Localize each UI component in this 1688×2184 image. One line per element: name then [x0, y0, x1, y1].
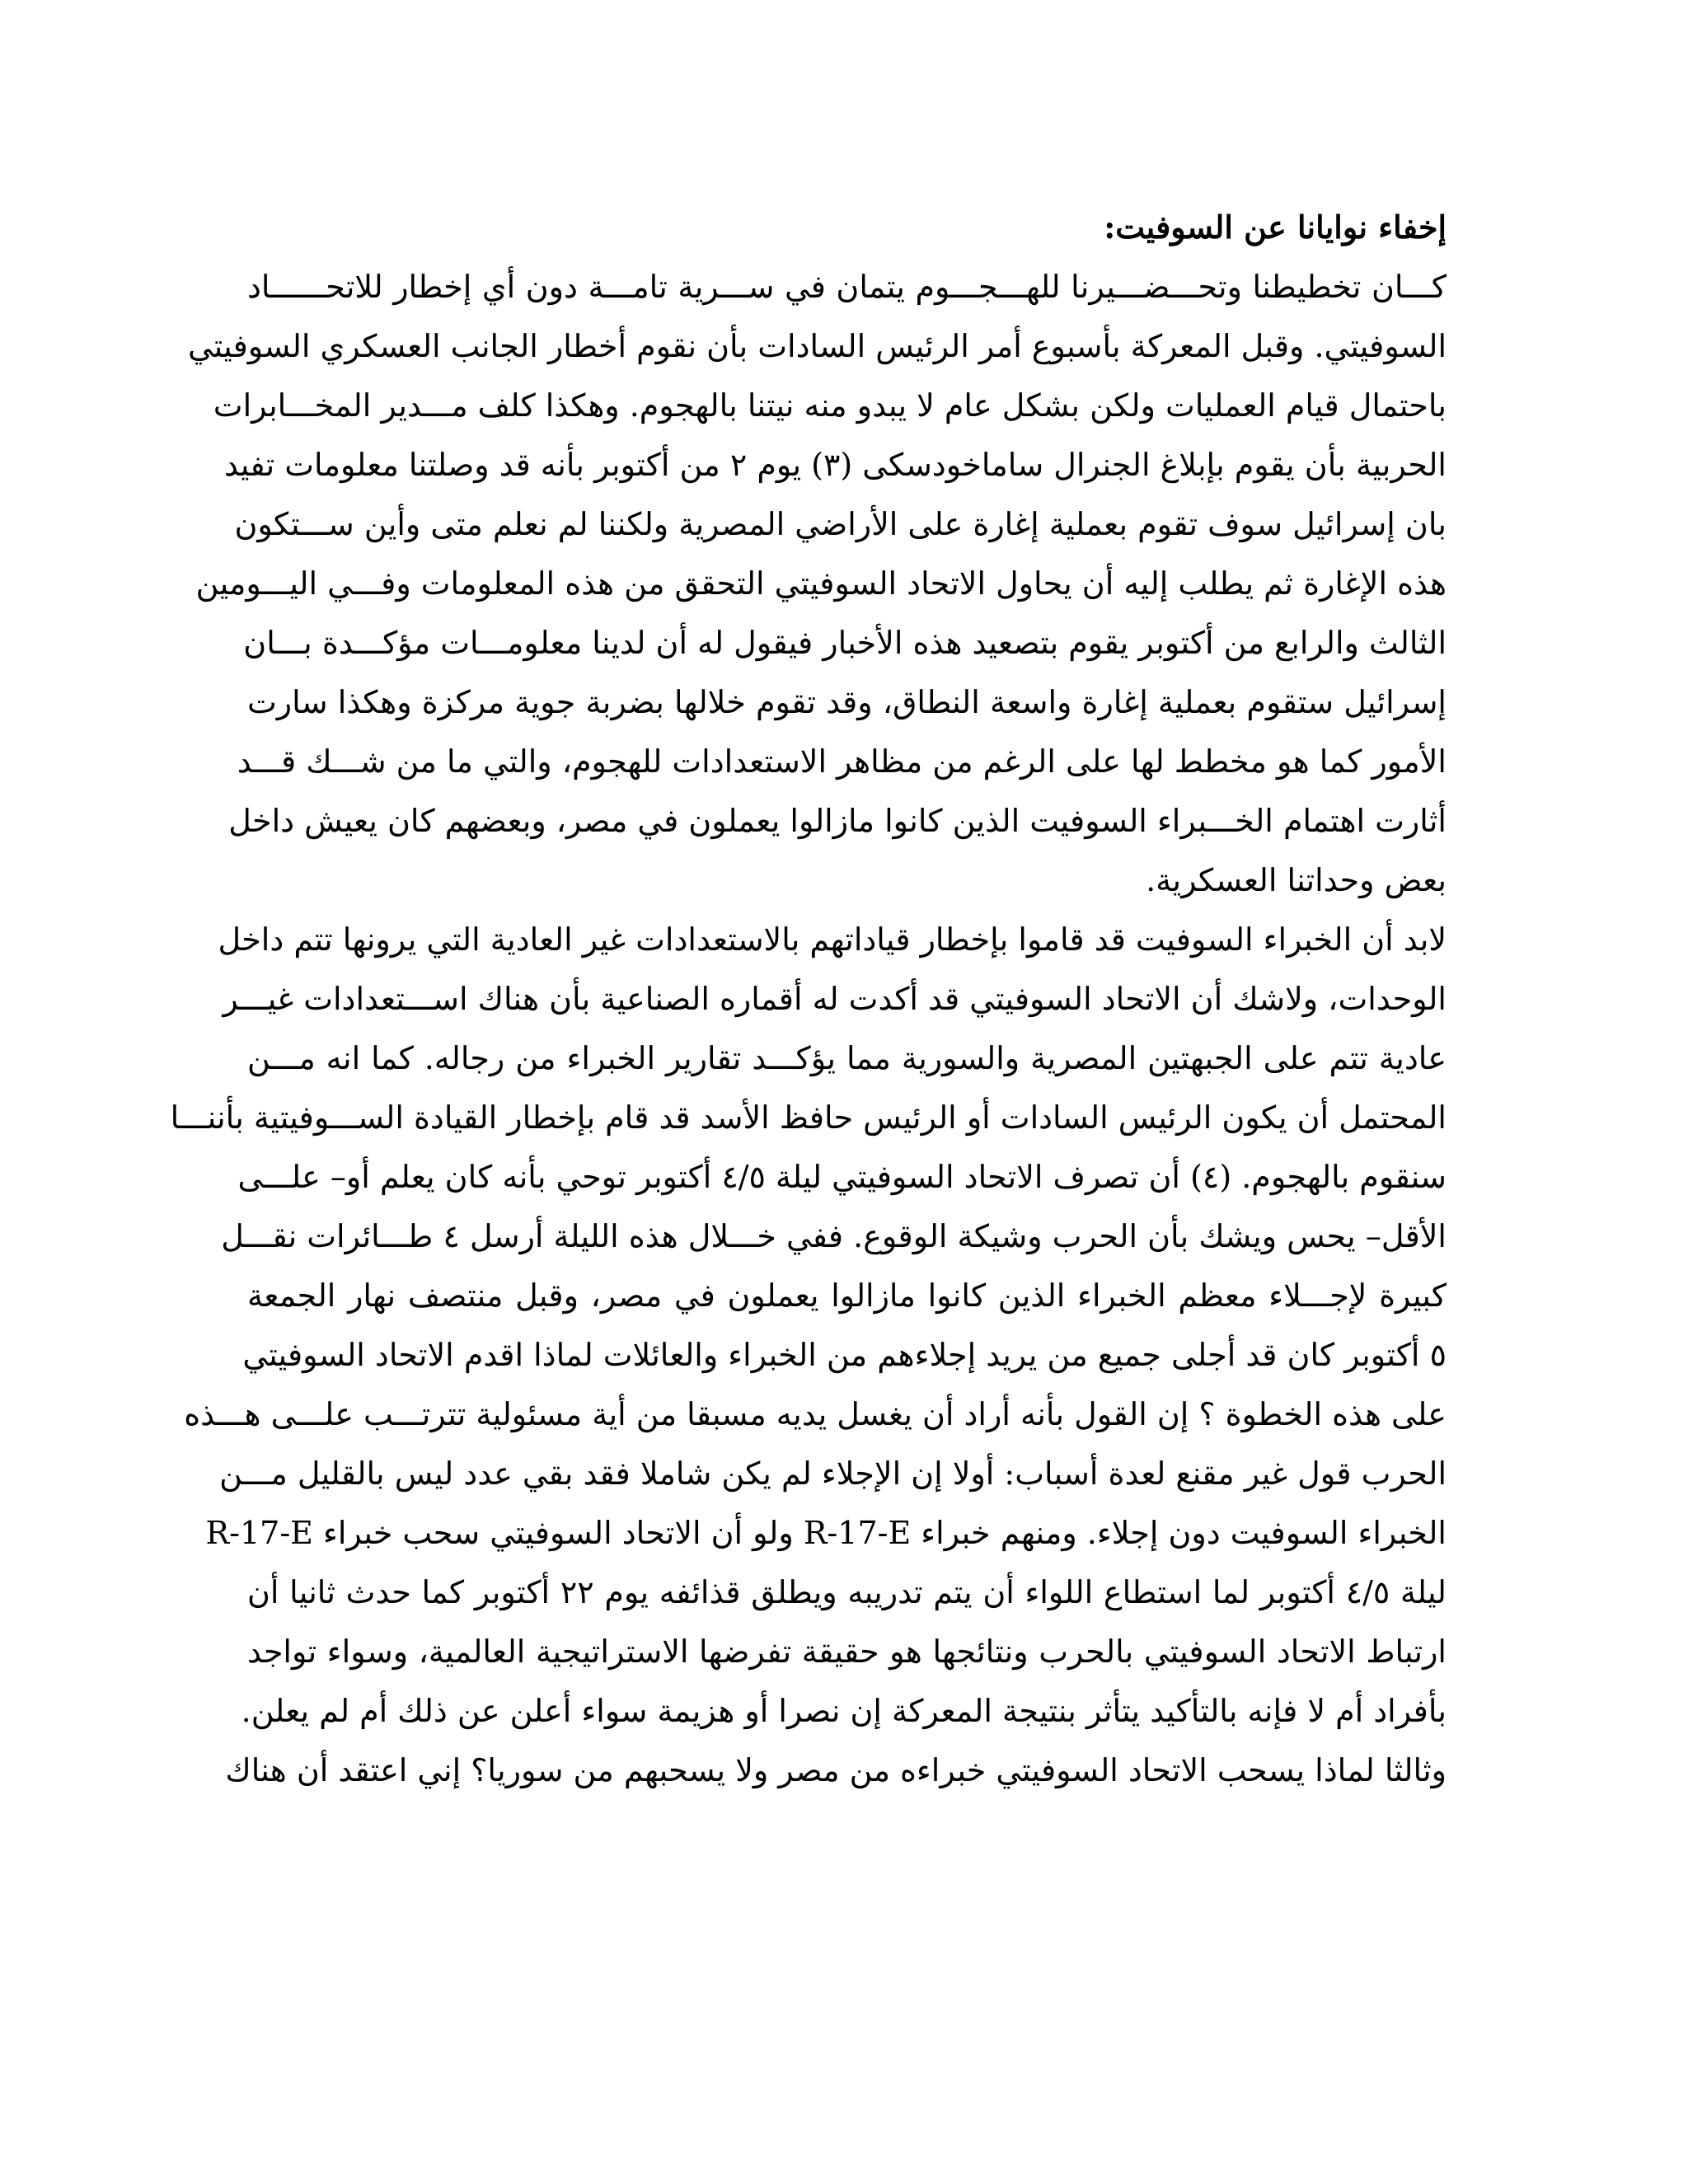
text-line: أثارت اهتمام الخـــبراء السوفيت الذين كانوا مازالوا يعملون في مصر، وبعضهم كان يعيش داخل	[228, 803, 1447, 839]
text-line: عادية تتم على الجبهتين المصرية والسورية مما يؤكـــد تقارير الخبراء من رجاله. كما انه مـــن	[247, 1040, 1447, 1076]
text-line: سنقوم بالهجوم. (٤) أن تصرف الاتحاد السوفيتي ليلة ٤/٥ أكتوبر توحي بأنه كان يعلم أو– علـــى	[237, 1159, 1447, 1195]
paragraph-2	[170, 910, 1447, 1800]
paragraph-1	[188, 257, 1447, 910]
text-line: كبيرة لإجـــلاء معظم الخبراء الذين كانوا مازالوا يعملون في مصر، وقبل منتصف نهار الجمعة	[247, 1277, 1447, 1314]
text-line: الحربية بأن يقوم بإبلاغ الجنرال ساماخودسكى (٣) يوم ٢ من أكتوبر بأنه قد وصلتنا معلومات تفيد	[223, 447, 1447, 483]
text-line: وثالثا لماذا يسحب الاتحاد السوفيتي خبراءه من مصر ولا يسحبهم من سوريا؟ إني اعتقد أن هناك	[225, 1752, 1447, 1788]
text-line: الحرب قول غير مقنع لعدة أسباب: أولا إن الإجلاء لم يكن شاملا فقد بقي عدد ليس بالقليل مـــن	[219, 1455, 1447, 1492]
text-line: هذه الإغارة ثم يطلب إليه أن يحاول الاتحاد السوفيتي التحقق من هذه المعلومات وفـــي اليـــومين	[195, 565, 1447, 602]
text-line: السوفيتي. وقبل المعركة بأسبوع أمر الرئيس السادات بأن نقوم أخطار الجانب العسكري السوفيتي	[188, 328, 1447, 364]
text-line: لابد أن الخبراء السوفيت قد قاموا بإخطار قياداتهم بالاستعدادات غير العادية التي يرونها تتم داخل	[218, 921, 1447, 958]
text-line: الوحدات، ولاشك أن الاتحاد السوفيتي قد أكدت له أقماره الصناعية بأن هناك اســـتعدادات غيـــر	[223, 981, 1447, 1017]
text-line: الأمور كما هو مخطط لها على الرغم من مظاهر الاستعدادات للهجوم، والتي ما من شـــك قـــد	[237, 743, 1447, 780]
article-body	[170, 198, 1447, 1800]
text-line: ارتباط الاتحاد السوفيتي بالحرب ونتائجها هو حقيقة تفرضها الاستراتيجية العالمية، وسواء تواجد	[247, 1633, 1447, 1670]
text-line: بان إسرائيل سوف تقوم بعملية إغارة على الأراضي المصرية ولكننا لم نعلم متى وأين ســـتكون	[234, 506, 1447, 542]
text-line: الخبراء السوفيت دون إجلاء. ومنهم خبراء R-17-E ولو أن الاتحاد السوفيتي سحب خبراء R-17-E	[205, 1515, 1447, 1551]
text-line: بأفراد أم لا فإنه بالتأكيد يتأثر بنتيجة المعركة إن نصرا أو هزيمة سواء أعلن عن ذلك أم لم يعلن.	[241, 1693, 1447, 1729]
text-line: بعض وحداتنا العسكرية.	[1146, 862, 1447, 898]
text-line: ٥ أكتوبر كان قد أجلى جميع من يريد إجلاءهم من الخبراء والعائلات لماذا اقدم الاتحاد السوفيتي	[242, 1337, 1447, 1373]
text-line: ليلة ٤/٥ أكتوبر لما استطاع اللواء أن يتم تدريبه ويطلق قذائفه يوم ٢٢ أكتوبر كما حدث ثانيا أن	[247, 1574, 1447, 1610]
text-line: المحتمل أن يكون الرئيس السادات أو الرئيس حافظ الأسد قد قام بإخطار القيادة الســـوفيتية بأننـــا	[170, 1099, 1447, 1136]
text-line: إسرائيل ستقوم بعملية إغارة واسعة النطاق، وقد تقوم خلالها بضربة جوية مركزة وهكذا سارت	[247, 684, 1447, 720]
text-line: الثالث والرابع من أكتوبر يقوم بتصعيد هذه الأخبار فيقول له أن لدينا معلومـــات مؤكـــدة بـــان	[243, 625, 1447, 661]
text-line: الأقل– يحس ويشك بأن الحرب وشيكة الوقوع. ففي خـــلال هذه الليلة أرسل ٤ طـــائرات نقـــل	[221, 1218, 1447, 1254]
text-line: على هذه الخطوة ؟ إن القول بأنه أراد أن يغسل يديه مسبقا من أية مسئولية تترتـــب علـــى هـــذه	[184, 1396, 1447, 1432]
section-heading: إخفاء نوايانا عن السوفيت:	[1104, 209, 1447, 246]
text-line: كـــان تخطيطنا وتحـــضـــيرنا للهـــجـــوم يتمان في ســـرية تامـــة دون أي إخطار للاتحــــــاد	[247, 269, 1447, 305]
text-line: باحتمال قيام العمليات ولكن بشكل عام لا يبدو منه نيتنا بالهجوم. وهكذا كلف مـــدير المخـــابرات	[213, 387, 1447, 424]
